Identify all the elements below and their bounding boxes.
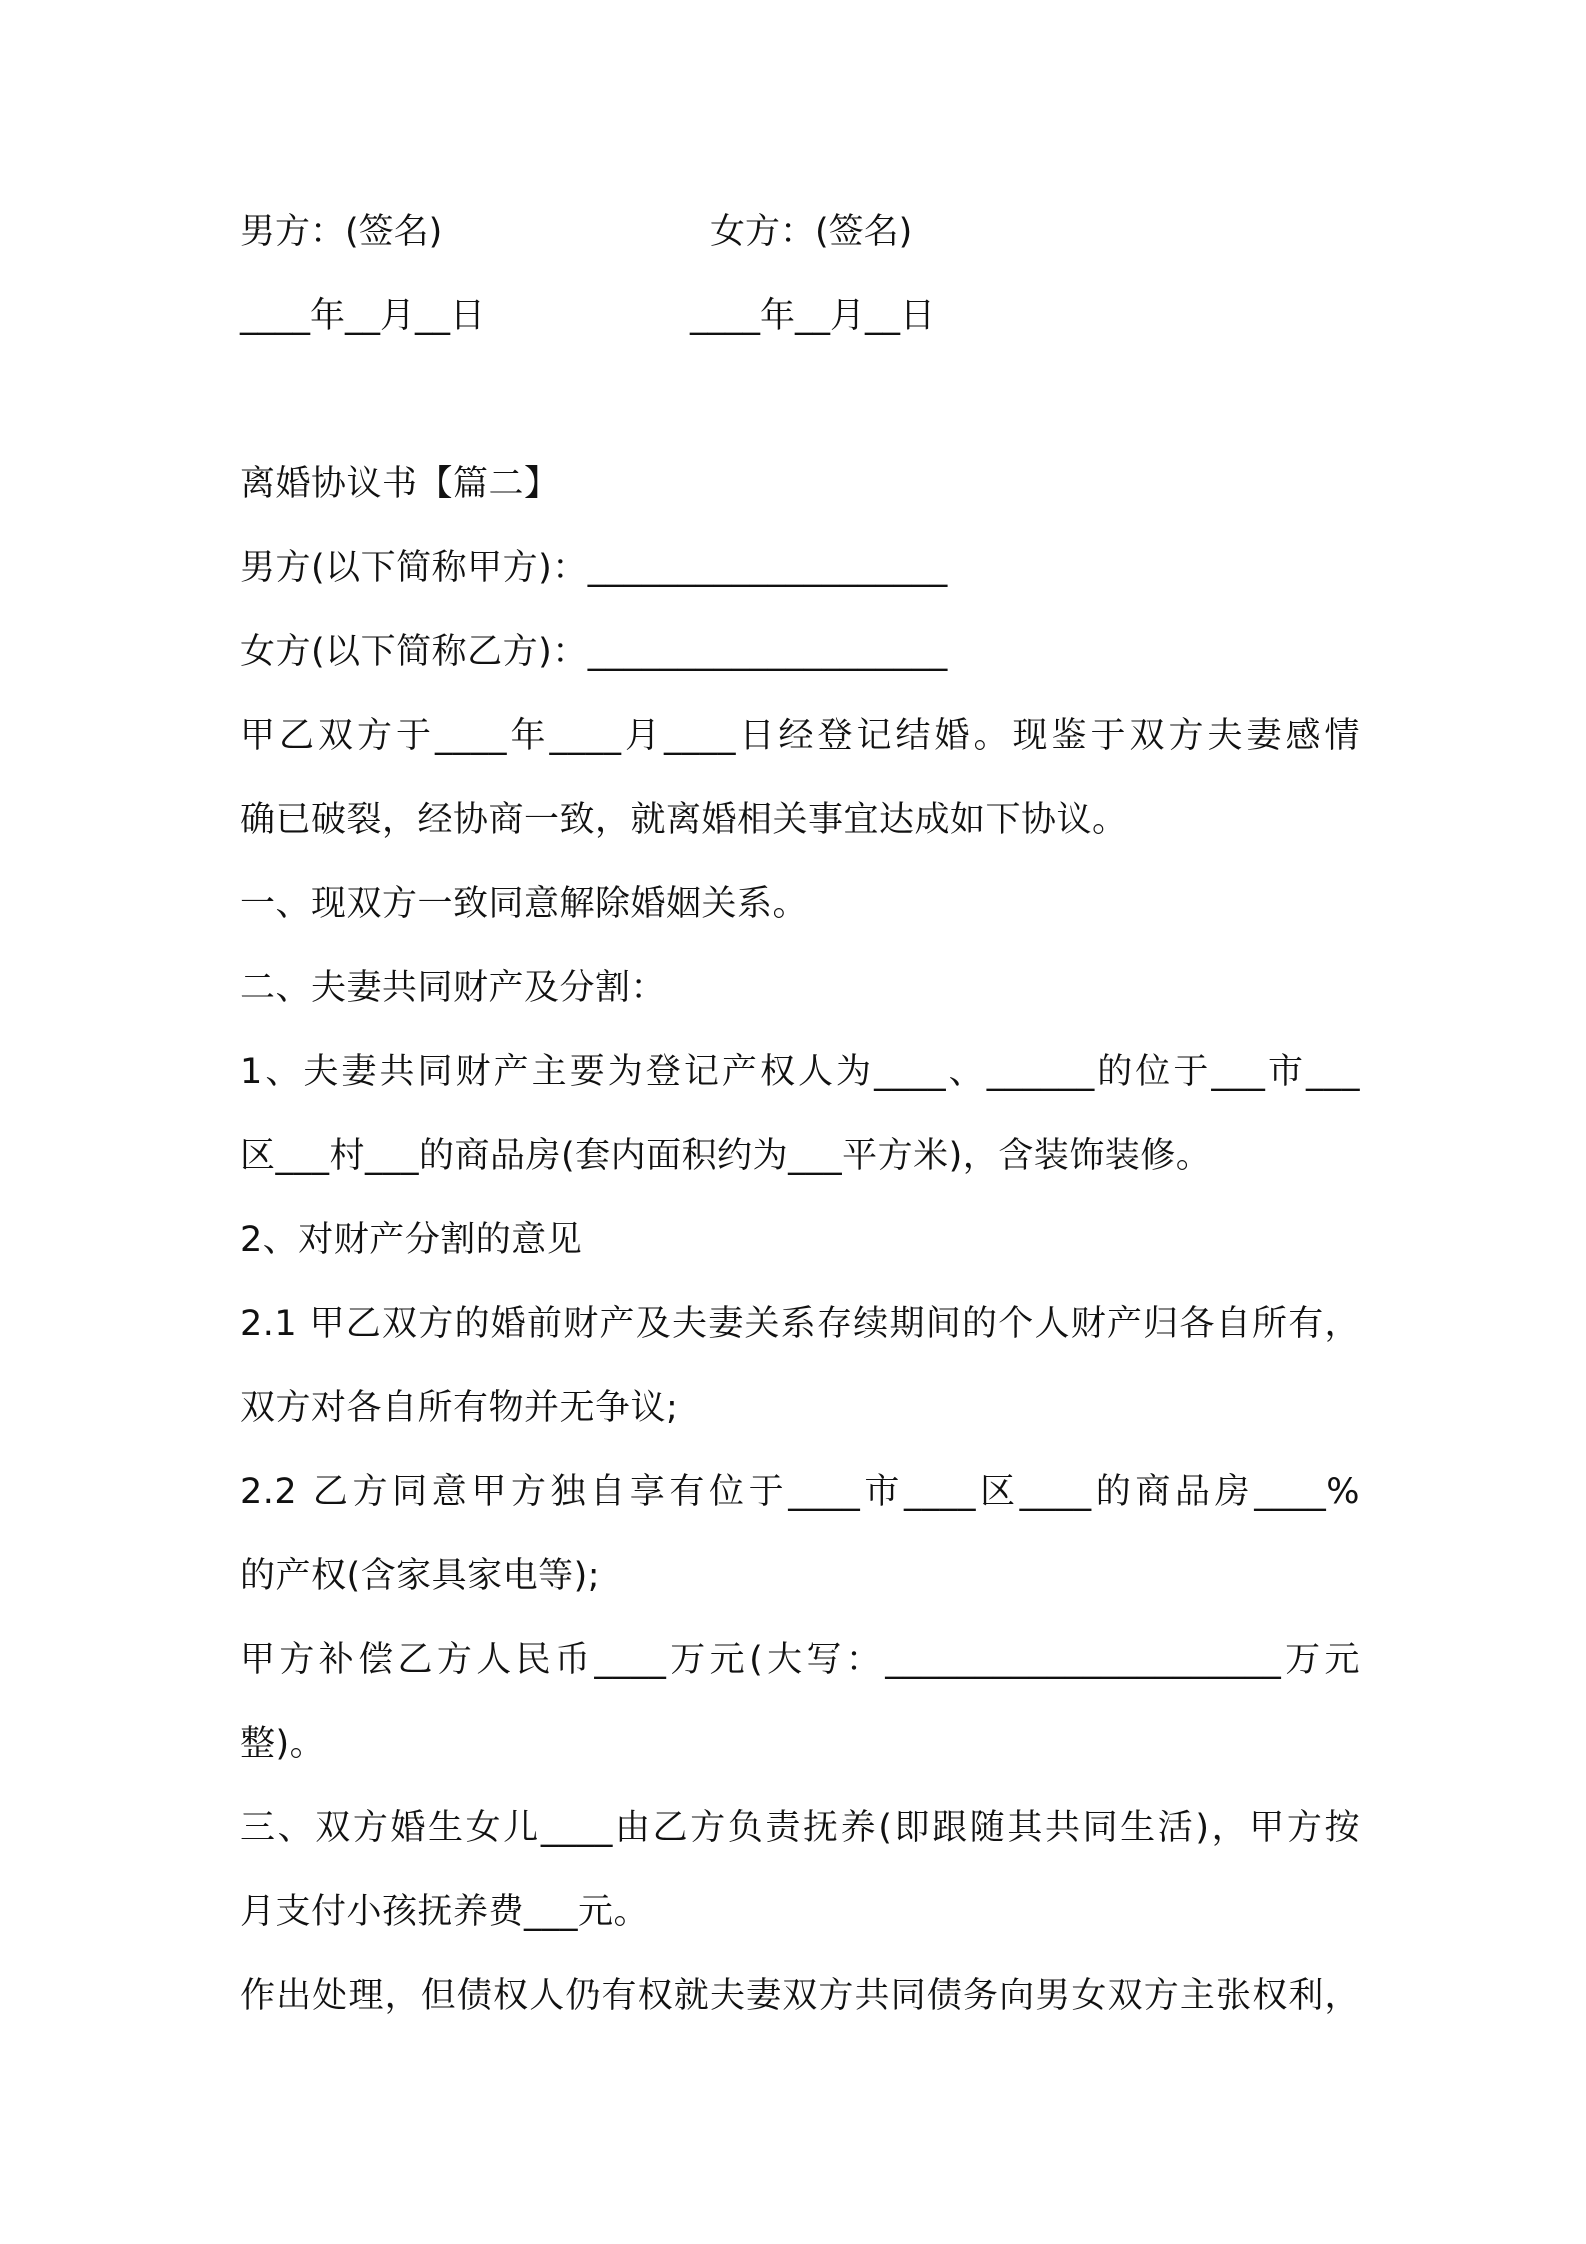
division-opinion-heading: 2、对财产分割的意见 <box>240 1220 583 1260</box>
agreement-intro-line: 确已破裂，经协商一致，就离婚相关事宜达成如下协议。 <box>240 800 1128 840</box>
male-signature: 男方：(签名) <box>240 212 443 252</box>
male-party-line: 男方(以下简称甲方)：____________________ <box>240 548 948 588</box>
debt-line: 作出处理，但债权人仍有权就夫妻双方共同债务向男女双方主张权利， <box>240 1976 1360 2016</box>
clause-3-line-1: 三、双方婚生女儿____由乙方负责抚养(即跟随其共同生活)，甲方按 <box>240 1808 1360 1848</box>
document-content <box>240 190 1360 2038</box>
agreement-title: 离婚协议书【篇二】 <box>240 464 560 504</box>
compensation-line-1: 甲方补偿乙方人民币____万元(大写：______________________万元 <box>240 1640 1360 1680</box>
clause-2-heading: 二、夫妻共同财产及分割： <box>240 968 667 1008</box>
clause-2-2-line-1: 2.2 乙方同意甲方独自享有位于____市____区____的商品房____% <box>240 1472 1360 1512</box>
marriage-date-line: 甲乙双方于____年____月____日经登记结婚。现鉴于双方夫妻感情 <box>240 716 1360 756</box>
section-spacer <box>240 358 1360 442</box>
male-date: ____年__月__日 <box>240 296 486 336</box>
female-signature: 女方：(签名) <box>710 212 913 252</box>
property-line-1: 1、夫妻共同财产主要为登记产权人为____、______的位于___市___ <box>240 1052 1360 1092</box>
clause-2-1-line-1: 2.1 甲乙双方的婚前财产及夫妻关系存续期间的个人财产归各自所有， <box>240 1304 1360 1344</box>
female-party-line: 女方(以下简称乙方)：____________________ <box>240 632 948 672</box>
signature-row <box>240 190 1360 274</box>
clause-1-line: 一、现双方一致同意解除婚姻关系。 <box>240 884 809 924</box>
clause-2-2-line-2: 的产权(含家具家电等); <box>240 1556 601 1596</box>
clause-3-line-2: 月支付小孩抚养费___元。 <box>240 1892 650 1932</box>
female-date: ____年__月__日 <box>690 296 936 336</box>
clause-2-1-line-2: 双方对各自所有物并无争议; <box>240 1388 679 1428</box>
date-row <box>240 274 1360 358</box>
property-line-2: 区___村___的商品房(套内面积约为___平方米)，含装饰装修。 <box>240 1136 1212 1176</box>
compensation-line-2: 整)。 <box>240 1724 326 1764</box>
